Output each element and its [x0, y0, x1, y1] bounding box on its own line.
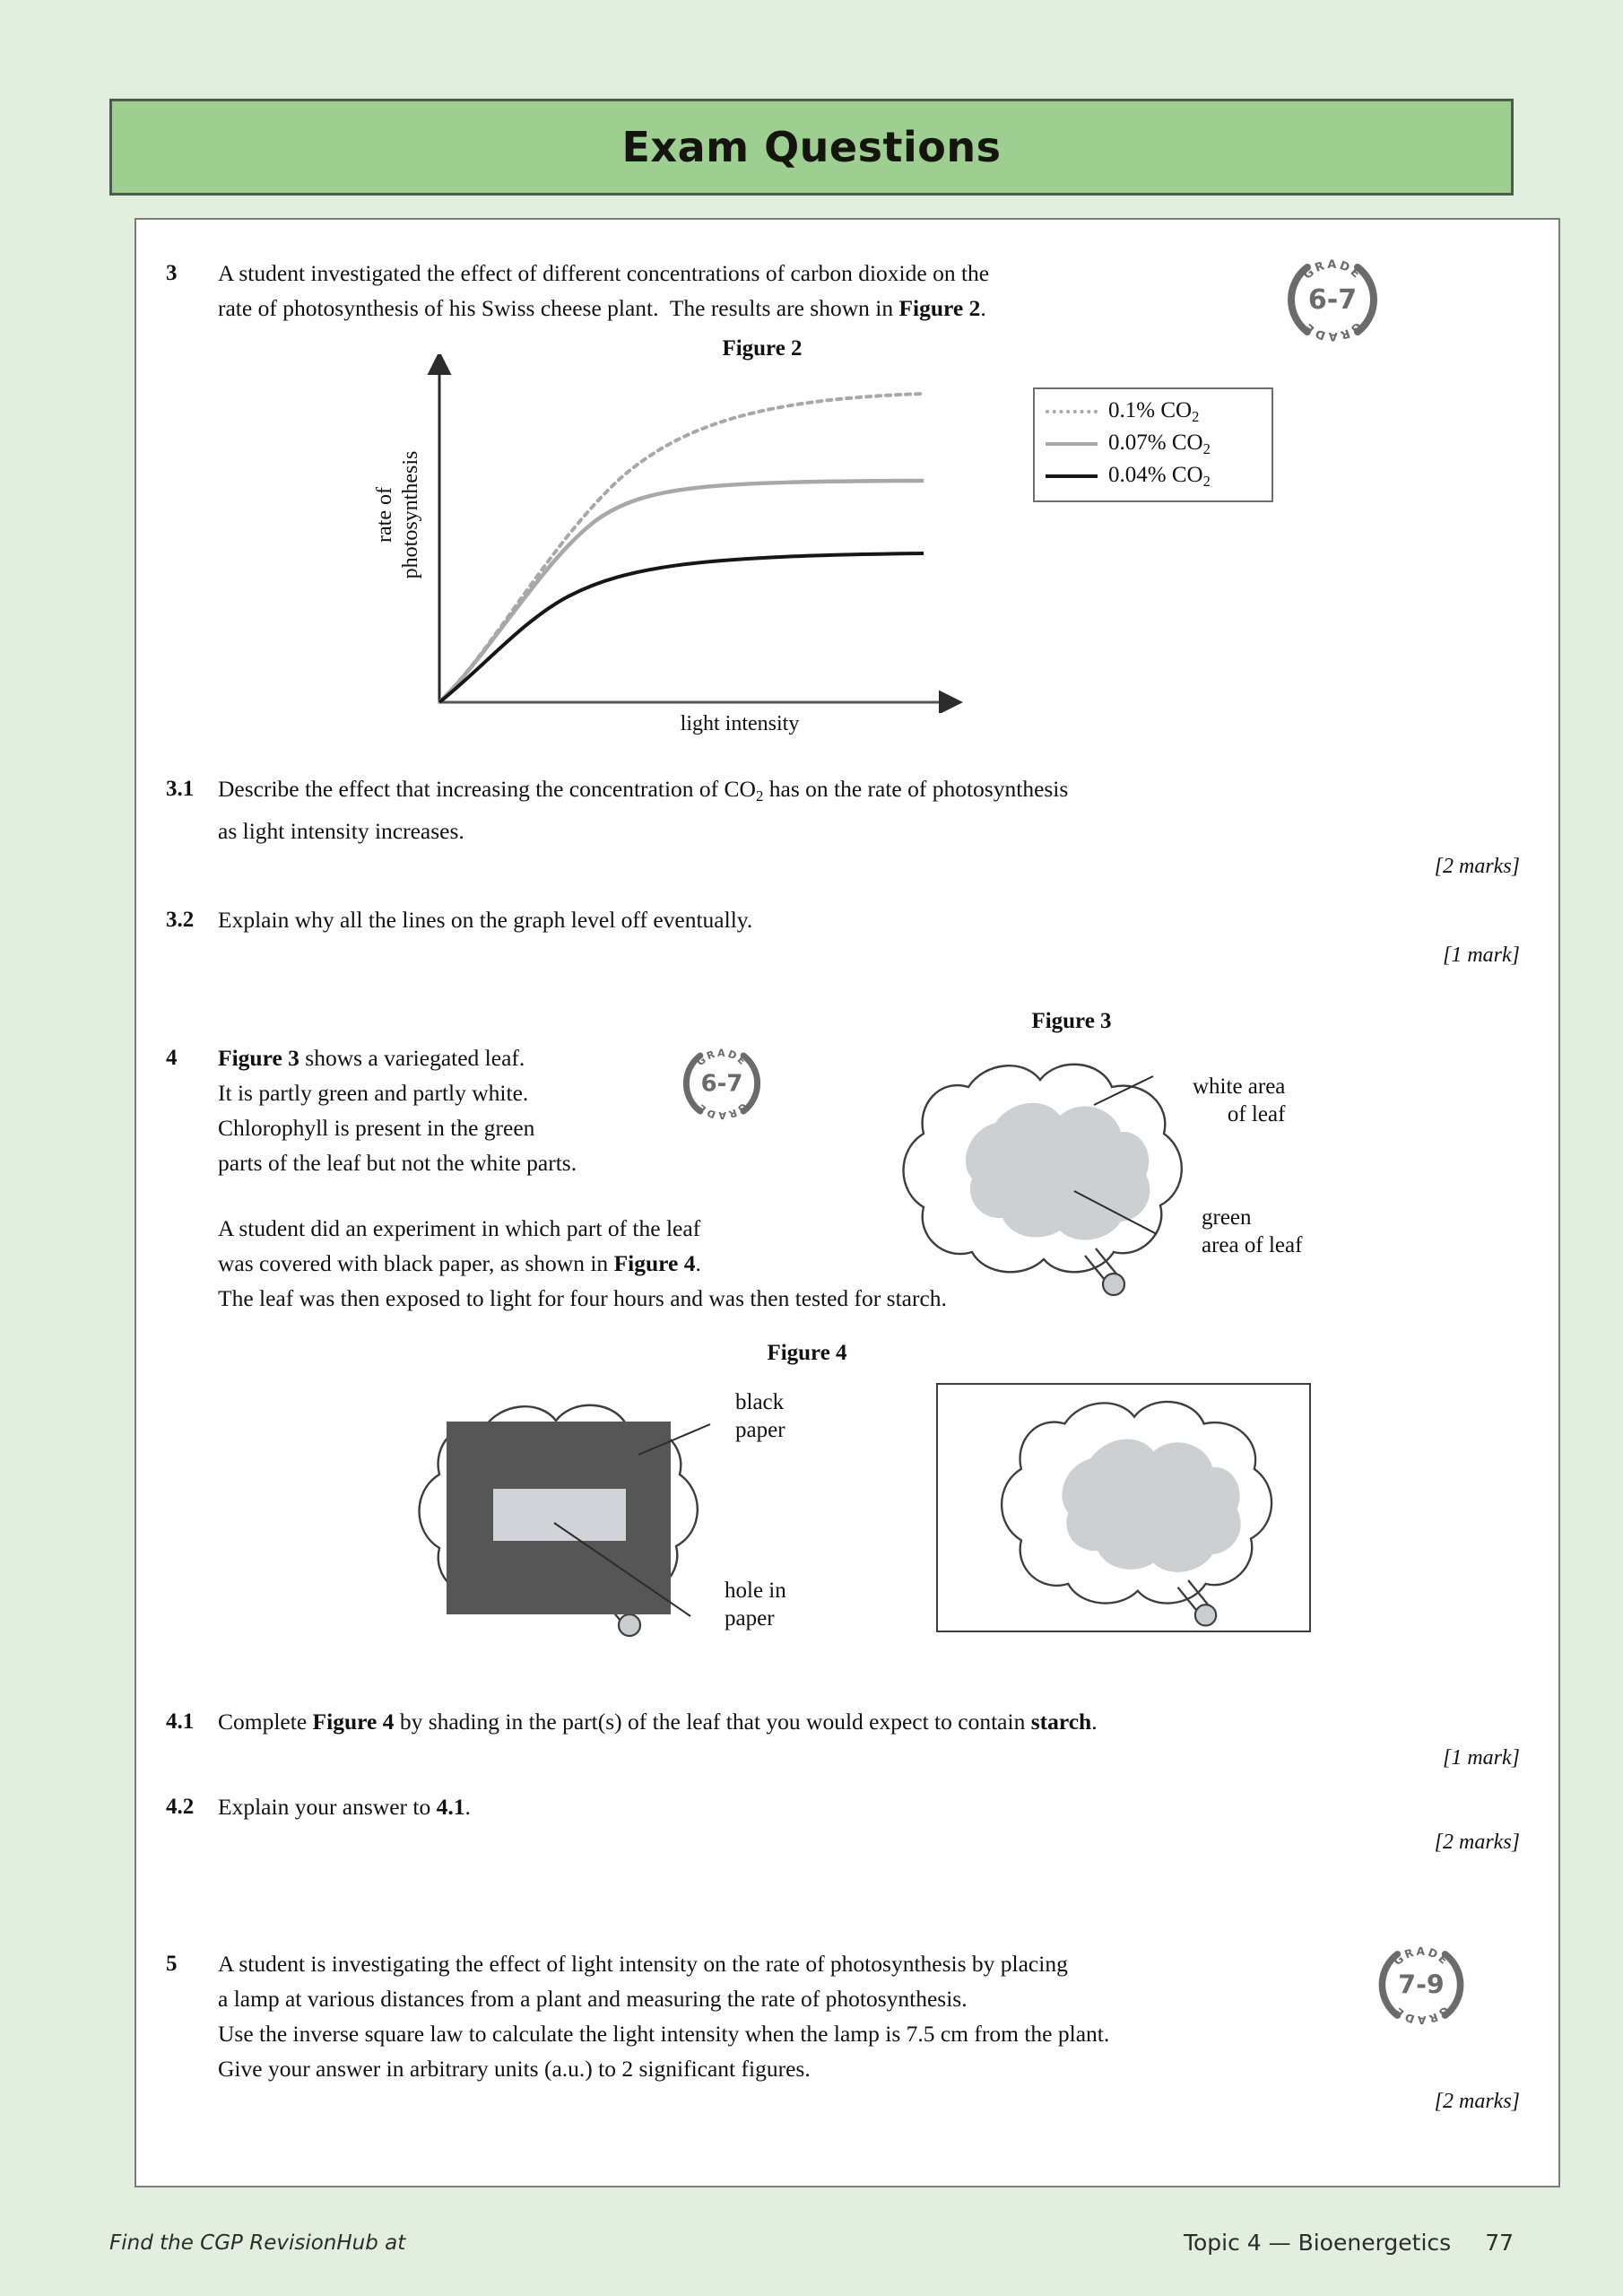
- question-4-text-part-2: A student did an experiment in which part of the leaf was covered with black paper, as shown in Figure 4. The leaf was then exposed to light for four hours and was then tested for starch.: [218, 1215, 947, 1311]
- legend-item-1: [1046, 428, 1257, 460]
- question-4-p2-line-1: A student did an experiment in which part of the leaf: [218, 1215, 701, 1241]
- label-white-line-2: of leaf: [1227, 1102, 1286, 1126]
- figure-2-legend: [1033, 387, 1273, 502]
- label-black-line-2: paper: [735, 1418, 785, 1442]
- marks-4-2: [2 marks]: [1434, 1831, 1520, 1854]
- question-3-text: A student investigated the effect of different concentrations of carbon dioxide on the rate of photosynthesis of his Swiss cheese plant. The results are shown in Figure 2.: [218, 260, 990, 321]
- question-5-line-1: A student is investigating the effect of light intensity on the rate of photosynthesis by placing: [218, 1951, 1068, 1977]
- footer-page-number: 77: [1485, 2230, 1514, 2256]
- figure-2-graph: [373, 354, 995, 735]
- y-axis-label-line-1: rate of: [373, 487, 396, 543]
- question-4-line-2: It is partly green and partly white.: [218, 1080, 529, 1106]
- svg-text:GRADE: GRADE: [1300, 257, 1365, 283]
- y-axis-label-line-2: photosynthesis: [399, 450, 422, 579]
- question-4-paragraph-2: [166, 1211, 1242, 1316]
- marks-5: [2 marks]: [1434, 2090, 1520, 2113]
- figure-4-label-black-paper: [735, 1388, 785, 1444]
- footer-right: [1184, 2230, 1514, 2256]
- figure-3-label-white-area: [1193, 1073, 1285, 1128]
- question-3-line-1: A student investigated the effect of different concentrations of carbon dioxide on the: [218, 260, 990, 286]
- question-4-1-text: Complete Figure 4 by shading in the part(s) of the leaf that you would expect to contain starch.: [218, 1709, 1098, 1735]
- footer-left-text: Find the CGP RevisionHub at: [109, 2231, 406, 2255]
- svg-text:GRADE: GRADE: [694, 1100, 750, 1121]
- grade-badge-value: 6-7: [1307, 284, 1358, 316]
- figure-3-caption: Figure 3: [1031, 1009, 1112, 1033]
- question-3-number: 3: [166, 261, 178, 285]
- question-4-2-number: 4.2: [166, 1795, 195, 1819]
- marks-3-1: [2 marks]: [1434, 855, 1520, 878]
- svg-text:GRADE: GRADE: [694, 1047, 750, 1069]
- svg-text:GRADE: GRADE: [1391, 2004, 1452, 2027]
- label-hole-line-1: hole in: [725, 1578, 786, 1603]
- question-3-1-number: 3.1: [166, 777, 195, 801]
- figure-2-y-axis-label: [372, 425, 424, 604]
- grade-badge-6-7-q4: [677, 1039, 767, 1133]
- label-green-line-2: area of leaf: [1202, 1233, 1303, 1257]
- svg-text:GRADE: GRADE: [1391, 1944, 1452, 1969]
- label-black-line-1: black: [735, 1390, 785, 1414]
- question-3-1-text: Describe the effect that increasing the concentration of $CO_2$ has on the rate of photosynthesis as light intensity increases.: [218, 776, 1069, 845]
- question-4-text-part-1: Figure 3 shows a variegated leaf. It is partly green and partly white. Chlorophyll is present in the green parts of the leaf but not the white parts.: [218, 1045, 577, 1176]
- legend-key-grey-line-icon: [1046, 442, 1098, 446]
- question-4-line-4: parts of the leaf but not the white parts.: [218, 1150, 577, 1176]
- grade-badge-value: 7-9: [1398, 1970, 1445, 2000]
- question-3-2: [166, 902, 1367, 937]
- question-4-1: [166, 1704, 1421, 1739]
- figure-4-left-diagram: [395, 1381, 753, 1655]
- legend-label-0: 0.1% $CO_2$: [1108, 397, 1200, 425]
- figure-4-label-hole: [725, 1577, 786, 1632]
- question-3-1-line-2: as light intensity increases.: [218, 818, 464, 845]
- figure-2-caption: Figure 2: [722, 336, 803, 361]
- page-header-banner: [109, 99, 1514, 196]
- question-5-line-3: Use the inverse square law to calculate the light intensity when the lamp is 7.5 cm from the plant.: [218, 2021, 1110, 2047]
- legend-label-2: 0.04% $CO_2$: [1108, 462, 1211, 490]
- question-3-2-text: Explain why all the lines on the graph level off eventually.: [218, 907, 753, 933]
- question-5-number: 5: [166, 1952, 178, 1976]
- label-white-line-1: white area: [1193, 1074, 1286, 1099]
- question-3: [166, 256, 1242, 326]
- question-4-2: [166, 1789, 1421, 1824]
- leaf-stalk-tip: [619, 1614, 640, 1636]
- figure-4-answer-box[interactable]: [935, 1382, 1312, 1638]
- question-4-1-number: 4.1: [166, 1709, 195, 1734]
- page-title: Exam Questions: [621, 123, 1002, 171]
- question-5-text: [218, 1946, 1109, 2086]
- question-5-line-2: a lamp at various distances from a plant and measuring the rate of photosynthesis.: [218, 1986, 968, 2012]
- question-4-p2-line-3: The leaf was then exposed to light for four hours and was then tested for starch.: [218, 1285, 947, 1311]
- question-3-1: [166, 771, 1367, 848]
- grade-badge-6-7-q3: [1280, 248, 1384, 356]
- legend-key-dotted-icon: [1046, 410, 1098, 413]
- grade-badge-value: 6-7: [700, 1070, 743, 1098]
- figure-4-caption: Figure 4: [767, 1341, 847, 1365]
- label-hole-line-2: paper: [725, 1606, 775, 1631]
- footer-topic: Topic 4 — Bioenergetics: [1183, 2230, 1452, 2256]
- label-green-line-1: green: [1202, 1205, 1252, 1230]
- hole-in-paper-rect: [493, 1489, 626, 1541]
- question-4: [166, 1040, 632, 1180]
- legend-item-0: [1046, 396, 1257, 428]
- question-3-2-number: 3.2: [166, 908, 195, 932]
- leaf-stalk-tip: [1195, 1605, 1216, 1625]
- marks-3-2: [1 mark]: [1442, 944, 1520, 967]
- question-4-2-text: Explain your answer to 4.1.: [218, 1794, 471, 1820]
- figure-2-x-axis-label: light intensity: [680, 712, 800, 735]
- grade-badge-7-9-q5: [1372, 1935, 1471, 2039]
- legend-label-1: 0.07% $CO_2$: [1108, 430, 1211, 457]
- question-4-line-3: Chlorophyll is present in the green: [218, 1115, 535, 1141]
- svg-text:GRADE: GRADE: [1300, 318, 1365, 344]
- legend-item-2: [1046, 460, 1257, 492]
- question-5: [166, 1946, 1358, 2086]
- question-5-line-4: Give your answer in arbitrary units (a.u.) to 2 significant figures.: [218, 2056, 811, 2082]
- legend-key-black-line-icon: [1046, 474, 1098, 478]
- marks-4-1: [1 mark]: [1442, 1746, 1520, 1770]
- question-4-number: 4: [166, 1046, 178, 1070]
- question-4-spacer: [166, 1211, 218, 1316]
